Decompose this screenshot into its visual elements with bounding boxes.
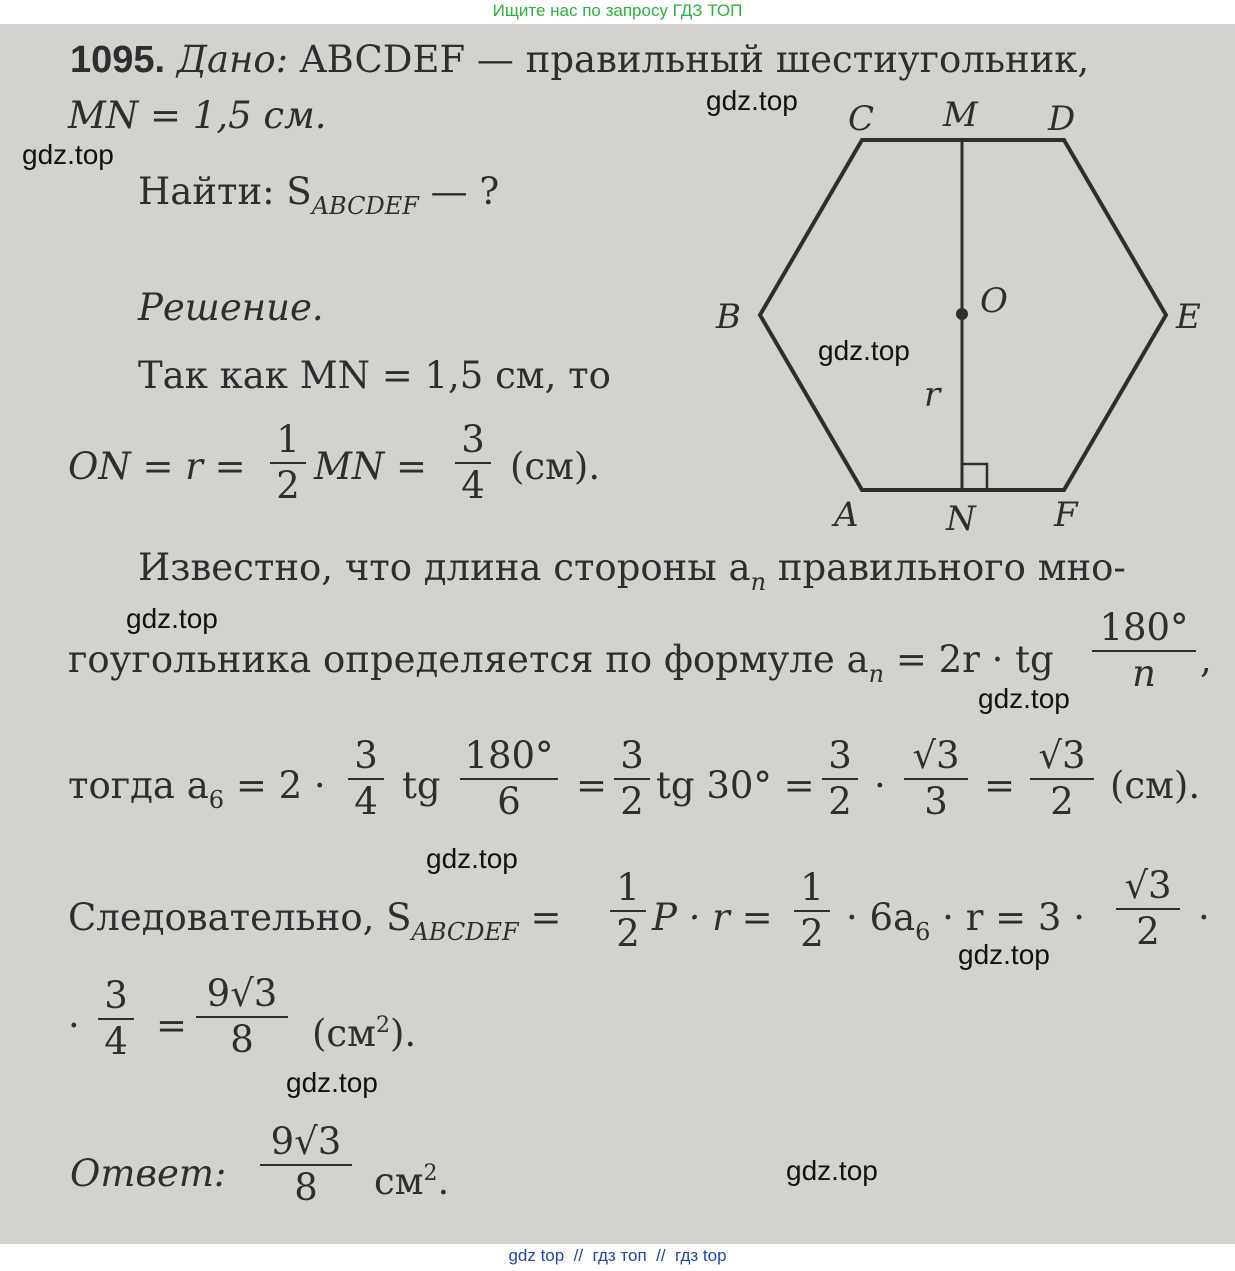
unit-cm2-text: (см — [312, 1012, 376, 1055]
problem-number: 1095. — [70, 39, 166, 81]
watermark: gdz.top — [978, 683, 1070, 714]
fraction-sqrt3-over-3 — [904, 736, 968, 822]
fraction-numerator: 180° — [1099, 606, 1189, 649]
fraction-denominator: 3 — [924, 780, 948, 823]
on-eq-start: ON = r = — [68, 445, 246, 488]
find-tail: — ? — [430, 170, 500, 213]
fraction-denominator: 4 — [354, 780, 378, 823]
fraction-sqrt3-over-2-2 — [1116, 866, 1180, 952]
fraction-denominator: 4 — [104, 1020, 128, 1063]
fraction-numerator: 3 — [354, 734, 378, 777]
line-3-subscript: n — [750, 568, 767, 596]
point-label-o: O — [980, 281, 1008, 321]
given-line-2: MN = 1,5 см. — [68, 94, 327, 137]
fraction-one-half-2 — [610, 868, 646, 954]
fraction-180-over-n — [1092, 608, 1196, 694]
fraction-denominator: 8 — [230, 1018, 254, 1061]
vertex-label-b: B — [716, 297, 741, 337]
fraction-denominator: 2 — [620, 780, 644, 823]
line-6-text: Следовательно, S — [68, 896, 412, 939]
line-4-text: гоугольника определяется по формуле a — [68, 638, 869, 681]
equals-sign: = — [576, 764, 608, 807]
fraction-sqrt3-over-2 — [1030, 736, 1094, 822]
watermark: gdz.top — [126, 603, 218, 634]
line-3-text: Известно, что длина стороны a — [138, 546, 751, 589]
given-label: Дано: — [176, 38, 289, 81]
fraction-numerator: 3 — [461, 418, 485, 461]
on-eq-unit: (см). — [510, 445, 601, 488]
line-3-tail: правильного мно- — [777, 546, 1126, 589]
line-6-p: P · r = — [652, 896, 773, 939]
find-label: Найти: S — [138, 170, 312, 213]
watermark: gdz.top — [426, 843, 518, 874]
line-4-tail: = 2r · tg — [895, 638, 1054, 681]
fraction-three-halves-2 — [822, 736, 858, 822]
unit-cm2-sup: 2 — [375, 1013, 390, 1038]
line-6-d-text: · r = 3 · — [942, 896, 1085, 939]
unit-cm2-close: ). — [389, 1012, 417, 1055]
watermark: gdz.top — [786, 1155, 878, 1186]
watermark: gdz.top — [818, 335, 910, 366]
fraction-numerator: 3 — [620, 734, 644, 777]
trailing-dot: · — [1198, 896, 1210, 939]
fraction-denominator: 8 — [294, 1166, 318, 1209]
solution-line-1: Так как MN = 1,5 см, то — [138, 354, 611, 397]
fraction-denominator: 2 — [276, 464, 300, 507]
find-line — [138, 172, 499, 226]
line-6-c-subscript: 6 — [915, 918, 931, 946]
line-5-mult: = 2 · — [235, 764, 326, 807]
leading-dot: · — [68, 1004, 80, 1047]
point-label-m: M — [943, 95, 978, 135]
answer-dot: . — [437, 1160, 450, 1203]
given-text: ABCDEF — правильный шестиугольник, — [299, 38, 1090, 81]
bottom-banner-text: gdz top // гдз топ // гдз top — [508, 1246, 727, 1265]
fraction-denominator: n — [1132, 652, 1156, 695]
vertex-label-c: C — [848, 99, 875, 139]
fraction-one-half-3 — [794, 868, 830, 954]
solution-line-3 — [138, 548, 1126, 602]
tg-label: tg — [402, 764, 441, 807]
answer-unit-sup: 2 — [423, 1161, 438, 1186]
fraction-numerator: 3 — [104, 974, 128, 1017]
answer-label: Ответ: — [70, 1152, 227, 1195]
line-5-start — [68, 766, 326, 820]
fraction-numerator: 9√3 — [206, 972, 278, 1015]
problem-heading — [70, 40, 1089, 80]
fraction-three-quarters-2 — [348, 736, 384, 822]
mult-dot: · — [874, 764, 886, 807]
vertex-label-e: E — [1176, 297, 1201, 337]
fraction-numerator: √3 — [1124, 864, 1172, 907]
fraction-three-halves — [614, 736, 650, 822]
solution-line-4 — [68, 640, 1054, 694]
line-5-subscript: 6 — [208, 786, 225, 814]
tg30-text: tg 30° = — [656, 764, 815, 807]
answer-unit — [374, 1154, 449, 1202]
fraction-numerator: 1 — [616, 866, 640, 909]
radius-label-r: r — [924, 375, 941, 415]
hexagon-figure — [700, 90, 1220, 550]
fraction-three-quarters-3 — [98, 976, 134, 1062]
fraction-numerator: √3 — [912, 734, 960, 777]
watermark: gdz.top — [22, 139, 114, 170]
line-6-start — [68, 898, 561, 952]
fraction-denominator: 2 — [1050, 780, 1074, 823]
fraction-numerator: 180° — [464, 734, 554, 777]
fraction-numerator: 1 — [800, 866, 824, 909]
fraction-denominator: 6 — [497, 780, 521, 823]
top-banner — [0, 0, 1235, 24]
formula-comma: , — [1200, 638, 1212, 681]
equals-sign-3: = — [156, 1004, 188, 1047]
right-angle-mark — [962, 464, 987, 490]
top-banner-text: Ищите нас по запросу ГДЗ ТОП — [492, 1, 743, 20]
vertex-label-d: D — [1048, 99, 1076, 139]
watermark: gdz.top — [958, 939, 1050, 970]
vertex-label-f: F — [1054, 495, 1078, 535]
fraction-numerator: 9√3 — [270, 1120, 342, 1163]
fraction-denominator: 2 — [1136, 910, 1160, 953]
fraction-three-quarters — [455, 420, 491, 506]
line-6-c-text: · 6a — [846, 896, 916, 939]
fraction-denominator: 4 — [461, 464, 485, 507]
fraction-denominator: 2 — [828, 780, 852, 823]
unit-cm: (см). — [1110, 764, 1201, 807]
fraction-numerator: √3 — [1038, 734, 1086, 777]
answer-unit-text: см — [374, 1160, 424, 1203]
vertex-label-a: A — [834, 495, 859, 535]
unit-cm2 — [312, 1006, 416, 1054]
fraction-numerator: 1 — [276, 418, 300, 461]
solution-label: Решение. — [138, 286, 324, 329]
fraction-9sqrt3-over-8 — [196, 974, 288, 1060]
fraction-numerator: 3 — [828, 734, 852, 777]
answer-fraction — [260, 1122, 352, 1208]
fraction-180-over-6 — [460, 736, 558, 822]
line-5-text: тогда a — [68, 764, 209, 807]
center-point-o — [956, 308, 968, 320]
watermark: gdz.top — [286, 1067, 378, 1098]
fraction-denominator: 2 — [616, 912, 640, 955]
find-subscript: ABCDEF — [311, 192, 419, 220]
on-eq-mid: MN = — [314, 445, 428, 488]
bottom-banner — [0, 1244, 1235, 1271]
line-6-equals: = — [530, 896, 562, 939]
equals-sign-2: = — [984, 764, 1016, 807]
fraction-denominator: 2 — [800, 912, 824, 955]
line-4-subscript: n — [868, 660, 885, 688]
watermark: gdz.top — [706, 85, 798, 116]
line-6-subscript: ABCDEF — [411, 918, 519, 946]
point-label-n: N — [946, 499, 976, 539]
fraction-one-half — [270, 420, 306, 506]
